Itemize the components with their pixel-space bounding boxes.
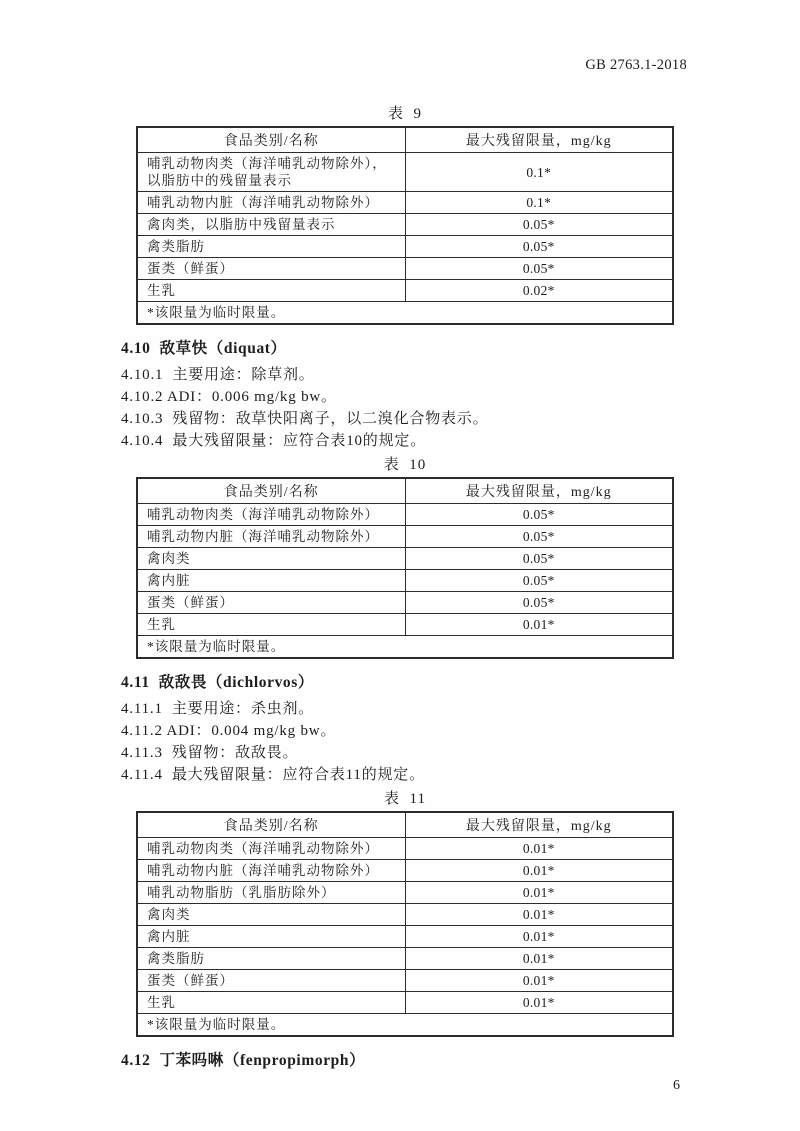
mrl-value-cell: 0.01* xyxy=(405,992,673,1014)
mrl-value-cell: 0.01* xyxy=(405,948,673,970)
table-row xyxy=(137,192,673,214)
food-category-cell: 禽肉类 xyxy=(137,904,405,926)
table-row xyxy=(137,236,673,258)
table-footnote: *该限量为临时限量。 xyxy=(137,1014,673,1037)
food-category-cell: 哺乳动物内脏（海洋哺乳动物除外） xyxy=(137,860,405,882)
mrl-value-cell: 0.05* xyxy=(405,570,673,592)
table-row xyxy=(137,153,673,192)
food-category-cell: 生乳 xyxy=(137,614,405,636)
food-category-cell: 蛋类（鲜蛋） xyxy=(137,970,405,992)
clause-item: 4.10.2 ADI：0.006 mg/kg bw。 xyxy=(121,389,337,405)
table-row xyxy=(137,882,673,904)
mrl-value-cell: 0.01* xyxy=(405,904,673,926)
mrl-value-cell: 0.05* xyxy=(405,214,673,236)
table-row xyxy=(137,592,673,614)
table-row xyxy=(137,948,673,970)
table-row xyxy=(137,970,673,992)
mrl-value-cell: 0.05* xyxy=(405,548,673,570)
food-category-cell: 禽内脏 xyxy=(137,926,405,948)
clause-item: 4.11.3 残留物：敌敌畏。 xyxy=(121,745,299,761)
table-footnote: *该限量为临时限量。 xyxy=(137,636,673,659)
food-category-cell: 哺乳动物肉类（海洋哺乳动物除外） xyxy=(137,504,405,526)
table-row xyxy=(137,258,673,280)
mrl-value-cell: 0.05* xyxy=(405,526,673,548)
mrl-table-9 xyxy=(136,126,674,325)
clause-heading: 4.10 敌草快（diquat） xyxy=(121,340,287,357)
table-body xyxy=(137,504,673,636)
table-row xyxy=(137,526,673,548)
clause-item: 4.10.1 主要用途：除草剂。 xyxy=(121,367,315,383)
clause-item: 4.10.4 最大残留限量：应符合表10的规定。 xyxy=(121,433,427,449)
mrl-value-cell: 0.01* xyxy=(405,614,673,636)
table-caption: 表 9 xyxy=(387,106,422,122)
table-row xyxy=(137,214,673,236)
clause-items xyxy=(121,366,690,450)
table-row xyxy=(137,280,673,302)
food-category-cell: 禽类脂肪 xyxy=(137,948,405,970)
table-row xyxy=(137,504,673,526)
mrl-value-cell: 0.05* xyxy=(405,504,673,526)
table-footnote-row xyxy=(137,302,673,325)
table-footnote-row xyxy=(137,636,673,659)
table-body xyxy=(137,153,673,302)
food-category-header: 食品类别/名称 xyxy=(137,478,405,504)
table-row xyxy=(137,904,673,926)
mrl-value-cell: 0.05* xyxy=(405,592,673,614)
food-category-header: 食品类别/名称 xyxy=(137,127,405,153)
food-category-cell: 哺乳动物肉类（海洋哺乳动物除外） xyxy=(137,838,405,860)
mrl-value-cell: 0.05* xyxy=(405,236,673,258)
table-row xyxy=(137,926,673,948)
clause-items xyxy=(121,700,690,784)
doc-number: GB 2763.1-2018 xyxy=(585,57,687,73)
table-header-row xyxy=(137,478,673,504)
clause-heading: 4.11 敌敌畏（dichlorvos） xyxy=(121,674,315,691)
mrl-header: 最大残留限量，mg/kg xyxy=(405,127,673,153)
table-9-block xyxy=(0,105,800,325)
food-category-cell: 哺乳动物脂肪（乳脂肪除外） xyxy=(137,882,405,904)
table-caption: 表 10 xyxy=(383,457,427,473)
table-row xyxy=(137,838,673,860)
clause-section-4-11 xyxy=(121,673,690,784)
mrl-value-cell: 0.01* xyxy=(405,970,673,992)
table-footnote-row xyxy=(137,1014,673,1037)
mrl-value-cell: 0.1* xyxy=(405,192,673,214)
page-number: 6 xyxy=(673,1078,680,1093)
food-category-cell: 禽肉类，以脂肪中残留量表示 xyxy=(137,214,405,236)
mrl-header: 最大残留限量，mg/kg xyxy=(405,812,673,838)
food-category-cell: 禽肉类 xyxy=(137,548,405,570)
food-category-header: 食品类别/名称 xyxy=(137,812,405,838)
food-category-cell: 蛋类（鲜蛋） xyxy=(137,592,405,614)
mrl-value-cell: 0.01* xyxy=(405,882,673,904)
mrl-value-cell: 0.01* xyxy=(405,860,673,882)
mrl-table-10 xyxy=(136,477,674,659)
table-row xyxy=(137,992,673,1014)
food-category-cell: 蛋类（鲜蛋） xyxy=(137,258,405,280)
clause-item: 4.11.1 主要用途：杀虫剂。 xyxy=(121,701,315,717)
table-header-row xyxy=(137,127,673,153)
table-row xyxy=(137,614,673,636)
food-category-cell: 哺乳动物内脏（海洋哺乳动物除外） xyxy=(137,192,405,214)
mrl-value-cell: 0.01* xyxy=(405,838,673,860)
mrl-value-cell: 0.1* xyxy=(405,153,673,192)
food-category-cell: 生乳 xyxy=(137,992,405,1014)
mrl-value-cell: 0.02* xyxy=(405,280,673,302)
mrl-table-11 xyxy=(136,811,674,1037)
table-footnote: *该限量为临时限量。 xyxy=(137,302,673,325)
clause-item: 4.10.3 残留物：敌草快阳离子，以二溴化合物表示。 xyxy=(121,411,489,427)
table-11-block xyxy=(0,790,800,1037)
clause-heading: 4.12 丁苯吗啉（fenpropimorph） xyxy=(121,1052,366,1069)
clause-section-4-12 xyxy=(121,1051,690,1071)
table-10-block xyxy=(0,456,800,659)
mrl-header: 最大残留限量，mg/kg xyxy=(405,478,673,504)
table-header-row xyxy=(137,812,673,838)
food-category-cell: 生乳 xyxy=(137,280,405,302)
clause-item: 4.11.2 ADI：0.004 mg/kg bw。 xyxy=(121,723,337,739)
mrl-value-cell: 0.01* xyxy=(405,926,673,948)
table-row xyxy=(137,548,673,570)
table-row xyxy=(137,860,673,882)
table-caption: 表 11 xyxy=(384,791,426,807)
mrl-value-cell: 0.05* xyxy=(405,258,673,280)
table-body xyxy=(137,838,673,1014)
food-category-cell: 哺乳动物内脏（海洋哺乳动物除外） xyxy=(137,526,405,548)
clause-section-4-10 xyxy=(121,339,690,450)
clause-item: 4.11.4 最大残留限量：应符合表11的规定。 xyxy=(121,767,425,783)
table-row xyxy=(137,570,673,592)
food-category-cell: 哺乳动物肉类（海洋哺乳动物除外），以脂肪中的残留量表示 xyxy=(137,153,405,192)
food-category-cell: 禽内脏 xyxy=(137,570,405,592)
food-category-cell: 禽类脂肪 xyxy=(137,236,405,258)
